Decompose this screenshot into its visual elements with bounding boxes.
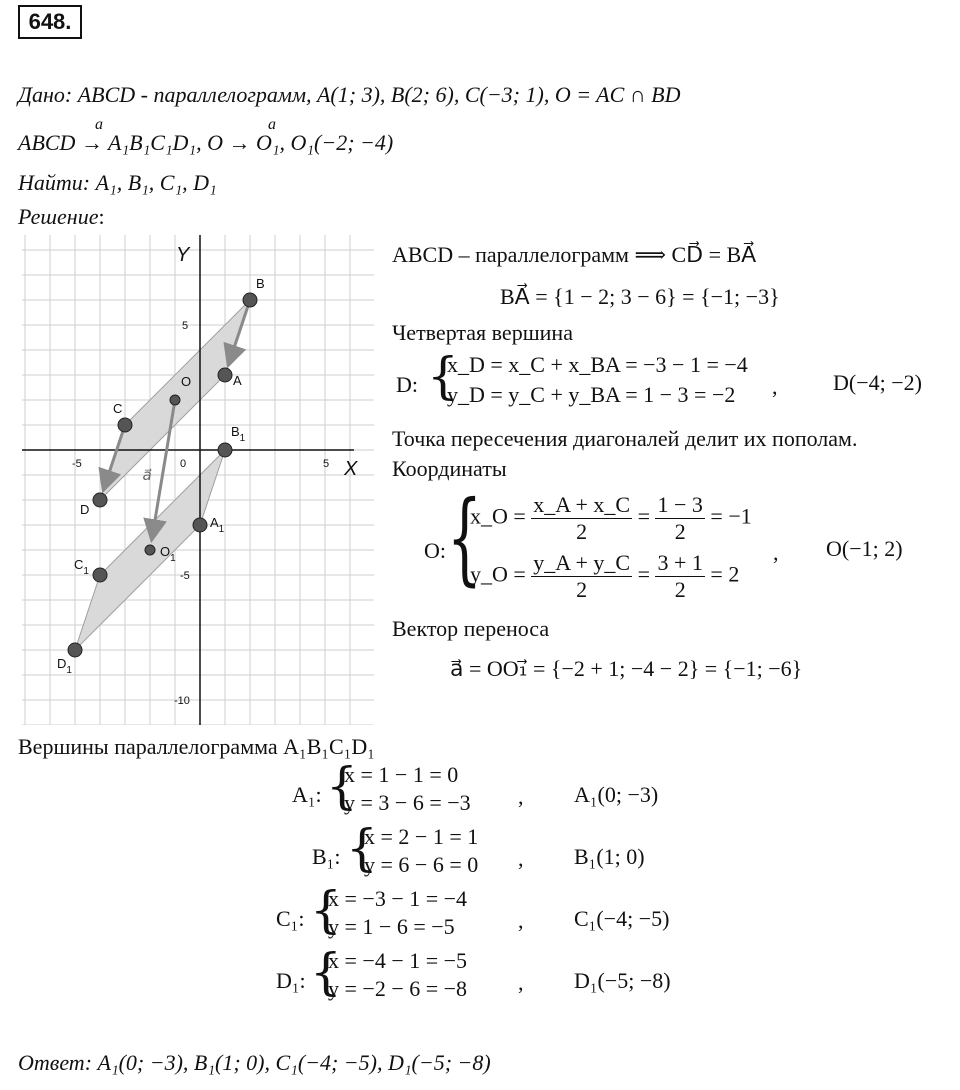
system-comma: ,	[518, 908, 524, 933]
y-axis-label: Y	[176, 244, 190, 266]
step-coordinates: Координаты	[392, 456, 507, 481]
solution-heading	[18, 204, 105, 230]
o-x-frac-1: $\frac{x\_A + x\_C}{2}$	[533, 492, 631, 544]
system-d-brace: {	[427, 347, 459, 405]
x-axis-label: X	[344, 458, 358, 480]
answer-text: : A₁(0; −3), B₁(1; 0), C₁(−4; −5), D₁(−5; −8)	[84, 1050, 491, 1075]
solution-label: Решение	[18, 204, 99, 229]
system-o-brace: {	[447, 479, 482, 596]
tick-label-x-minus-5: -5	[72, 458, 82, 470]
problem-number: 648.	[18, 5, 82, 39]
system-brace: {	[310, 881, 342, 939]
system-row-y: y = 3 − 6 = −3	[344, 790, 471, 815]
system-label: C₁:	[276, 906, 305, 931]
step-vector-a: a⃗ = OO₁⃗ = {−2 + 1; −4 − 2} = {−1; −6}	[450, 656, 803, 681]
point-label-c: C	[113, 401, 123, 416]
system-row-x: x = −4 − 1 = −5	[328, 948, 468, 973]
point-d	[93, 493, 107, 507]
o-y-frac-1: $\frac{y\_A + y\_C}{2}$	[533, 550, 631, 602]
system-o-row-y	[470, 550, 739, 603]
tick-label-y-minus-5: -5	[180, 570, 190, 582]
step-ba-vector: BA⃗ = {1 − 2; 3 − 6} = {−1; −3}	[500, 284, 780, 309]
system-o-comma: ,	[773, 540, 779, 565]
system-comma: ,	[518, 970, 524, 995]
o-x-result: = −1	[710, 503, 752, 529]
system-result: A₁(0; −3)	[574, 782, 659, 807]
vertices-title: Вершины параллелограмма A₁B₁C₁D₁	[18, 734, 375, 759]
point-label-d1: $D_1$	[57, 656, 72, 676]
point-o	[170, 395, 180, 405]
o-y-eq: =	[637, 561, 650, 587]
system-d-comma: ,	[772, 374, 778, 399]
system-row-x: x = −3 − 1 = −4	[328, 886, 468, 911]
given-label: Дано	[18, 82, 65, 107]
point-b1	[218, 443, 232, 457]
point-label-b: B	[256, 276, 265, 291]
given-line-1	[18, 82, 680, 108]
find-label: Найти	[18, 170, 83, 195]
system-row-y: y = 6 − 6 = 0	[364, 852, 479, 877]
vector-a-over-arrow-2: a⃗	[268, 116, 289, 133]
find-text: : A₁, B₁, C₁, D₁	[82, 170, 217, 195]
answer-label: Ответ	[18, 1050, 85, 1075]
system-label: A₁:	[292, 782, 322, 807]
system-result: B₁(1; 0)	[574, 844, 645, 869]
step-translation-vector: Вектор переноса	[392, 616, 550, 641]
point-a	[218, 368, 232, 382]
system-brace: {	[310, 943, 342, 1001]
o-y-frac-2: $\frac{3 + 1}{2}$	[657, 550, 703, 602]
system-brace: {	[346, 819, 378, 877]
tick-label-origin: 0	[180, 458, 187, 470]
given-line-2: ABCD → A₁B₁C₁D₁, O → O₁, O₁(−2; −4)	[18, 130, 394, 155]
tick-label-x-5: 5	[323, 458, 330, 470]
step-diagonals-bisect: Точка пересечения диагоналей делит их пополам.	[392, 426, 858, 451]
o-x-frac-2: $\frac{1 - 3}{2}$	[657, 492, 703, 544]
system-d-row-x: x_D = x_C + x_BA = −3 − 1 = −4	[447, 352, 748, 377]
system-row-x: x = 1 − 1 = 0	[344, 762, 459, 787]
point-label-o1: $O_1$	[160, 544, 176, 564]
point-c	[118, 418, 132, 432]
tick-label-y-minus-10: -10	[174, 695, 190, 707]
point-label-c1: $C_1$	[74, 557, 89, 577]
step-fourth-vertex: Четвертая вершина	[392, 320, 573, 345]
point-label-a: A	[233, 373, 242, 388]
system-o-label: O:	[424, 538, 446, 563]
coordinate-plot	[22, 235, 374, 725]
point-d1	[68, 643, 82, 657]
system-comma: ,	[518, 784, 524, 809]
o-x-lhs: x_O =	[470, 503, 526, 529]
o-y-result: = 2	[710, 561, 740, 587]
system-row-y: y = 1 − 6 = −5	[328, 914, 455, 939]
system-brace: {	[326, 757, 358, 815]
o-y-lhs: y_O =	[470, 561, 526, 587]
system-comma: ,	[518, 846, 524, 871]
vector-a-over-arrow-1: a⃗	[95, 116, 116, 133]
vector-a-label: a⃗	[142, 467, 152, 484]
answer-line	[18, 1050, 491, 1076]
point-o-result: O(−1; 2)	[826, 536, 903, 561]
system-result: C₁(−4; −5)	[574, 906, 670, 931]
tick-label-y-5: 5	[182, 320, 189, 332]
point-label-o: O	[181, 374, 192, 389]
point-label-d: D	[80, 502, 90, 517]
solution-colon: :	[98, 204, 105, 229]
system-label: D₁:	[276, 968, 306, 993]
system-result: D₁(−5; −8)	[574, 968, 671, 993]
point-label-b1: $B_1$	[231, 424, 246, 444]
o-x-eq: =	[637, 503, 650, 529]
step-cd-equals-ba: ABCD – параллелограмм ⟹ CD⃗ = BA⃗	[392, 242, 757, 267]
system-o-row-x	[470, 492, 752, 545]
given-text: : ABCD - параллелограмм, A(1; 3), B(2; 6), C(−3; 1), O = AC ∩ BD	[64, 82, 681, 107]
point-d-result: D(−4; −2)	[833, 370, 922, 395]
point-b	[243, 293, 257, 307]
find-line	[18, 170, 217, 196]
system-label: B₁:	[312, 844, 341, 869]
system-row-x: x = 2 − 1 = 1	[364, 824, 479, 849]
point-a1	[193, 518, 207, 532]
system-row-y: y = −2 − 6 = −8	[328, 976, 468, 1001]
point-c1	[93, 568, 107, 582]
system-d-row-y: y_D = y_C + y_BA = 1 − 3 = −2	[447, 382, 736, 407]
system-d-label: D:	[396, 372, 418, 397]
point-o1	[145, 545, 155, 555]
point-label-a1: $A_1$	[210, 515, 225, 535]
